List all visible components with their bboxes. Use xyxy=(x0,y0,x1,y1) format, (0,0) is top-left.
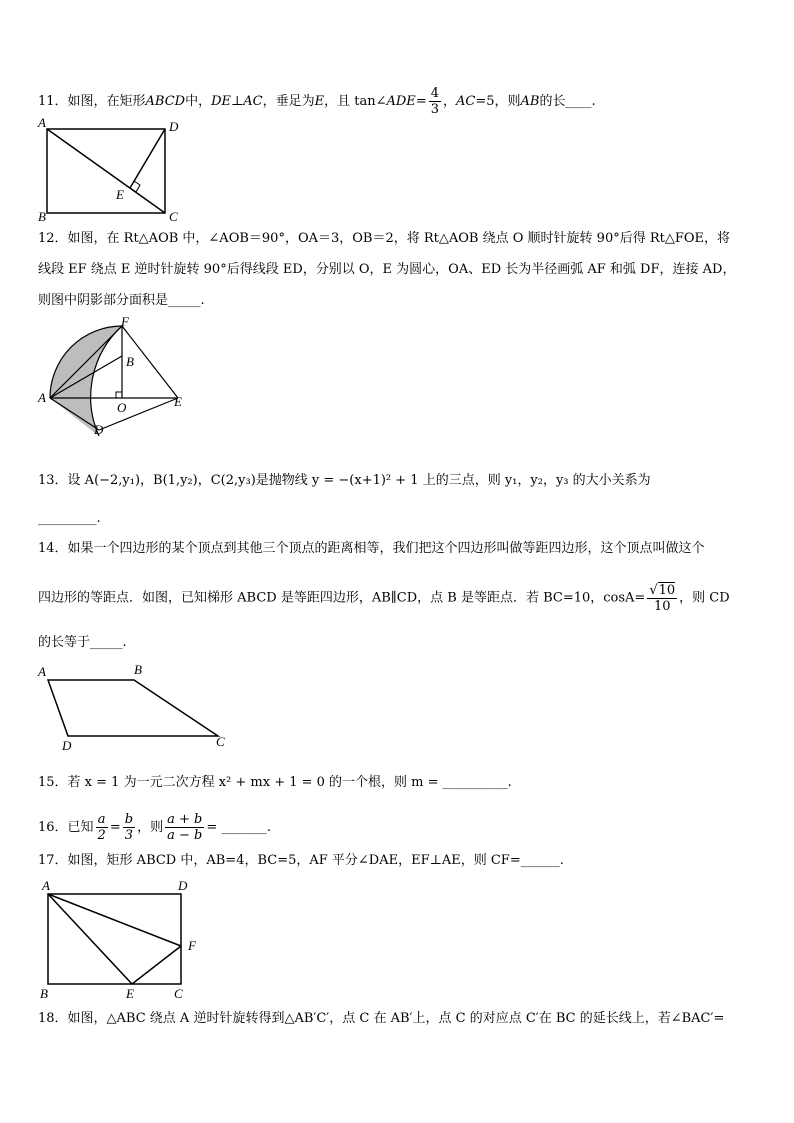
q12-line1: 12．如图，在 Rt△AOB 中，∠AOB＝90°，OA＝3，OB＝2，将 Rt△AOB 绕点 O 顺时针旋转 90°后得 Rt△FOE，将 xyxy=(38,231,731,246)
q12-label-O: O xyxy=(117,400,127,415)
q14-line2: 四边形的等距点．如图，已知梯形 ABCD 是等距四边形，AB∥CD，点 B 是等距点．若 BC=10，cosA= $\frac{√10}{10}$ ，则 CD xyxy=(38,583,730,614)
q12-figure xyxy=(34,316,194,436)
q17-label-A: A xyxy=(42,878,50,893)
q14-fraction: $\frac{√10}{10}$ xyxy=(649,583,676,614)
q17-label-D: D xyxy=(178,878,188,893)
q14-line1: 14．如果一个四边形的某个顶点到其他三个顶点的距离相等，我们把这个四边形叫做等距四边形，这个顶点叫做这个 xyxy=(38,541,705,556)
q16-fraction-ratio: $\frac{a + b}{a - b}$ xyxy=(167,812,203,843)
q12-label-D: D xyxy=(94,422,104,436)
q16-fraction-b: $\frac{b}{3}$ xyxy=(124,812,134,843)
q14-figure xyxy=(34,660,234,752)
q12-line3: 则图中阴影部分面积是_____. xyxy=(38,293,205,308)
q11-text: 11．如图，在矩形ABCD中，DE⊥AC，垂足为E，且 tan∠ADE= $\frac{4}{3}$ ，AC=5，则AB的长____. xyxy=(38,86,596,117)
q15-text: 15．若 x = 1 为一元二次方程 x² + mx + 1 = 0 的一个根，则 m = __________. xyxy=(38,775,512,790)
q17-label-B: B xyxy=(40,986,48,1000)
q14-label-C: C xyxy=(216,734,225,749)
q14-label-D: D xyxy=(62,738,72,752)
q14-label-A: A xyxy=(38,664,46,679)
q11-label-B: B xyxy=(38,209,46,224)
q13-line2: _________. xyxy=(38,511,101,526)
q11-label-C: C xyxy=(169,209,178,224)
q12-label-B: B xyxy=(126,354,134,369)
q11-label-D: D xyxy=(169,119,179,134)
q17-label-C: C xyxy=(174,986,183,1000)
q16-fraction-a: $\frac{a}{2}$ xyxy=(97,812,106,843)
q12-label-A: A xyxy=(38,390,46,405)
q11-fraction: $\frac{4}{3}$ xyxy=(430,86,439,117)
q14-line3: 的长等于_____. xyxy=(38,635,127,650)
q18-text: 18．如图，△ABC 绕点 A 逆时针旋转得到△AB′C′，点 C 在 AB′上，点 C 的对应点 C′在 BC 的延长线上，若∠BAC′= xyxy=(38,1011,725,1026)
q12-label-F: F xyxy=(121,316,129,329)
q13-line1: 13．设 A(−2,y₁)，B(1,y₂)，C(2,y₃)是抛物线 y = −(x+1)² + 1 上的三点，则 y₁，y₂，y₃ 的大小关系为 xyxy=(38,473,651,488)
q14-label-B: B xyxy=(134,662,142,677)
q12-label-E: E xyxy=(174,394,182,409)
q17-label-F: F xyxy=(188,938,196,953)
q11-figure xyxy=(34,115,194,225)
q16-text: 16．已知 $\frac{a}{2}$ = $\frac{b}{3}$ ，则 $\frac{a + b}{a - b}$ = _______. xyxy=(38,812,271,843)
q11-label-A: A xyxy=(38,115,46,130)
q17-figure xyxy=(34,876,204,1000)
q11-label-E: E xyxy=(116,187,124,202)
q12-line2: 线段 EF 绕点 E 逆时针旋转 90°后得线段 ED，分别以 O，E 为圆心，OA、ED 长为半径画弧 AF 和弧 DF，连接 AD， xyxy=(38,262,736,277)
q17-label-E: E xyxy=(126,986,134,1000)
q17-text: 17．如图，矩形 ABCD 中，AB=4，BC=5，AF 平分∠DAE，EF⊥AE，则 CF=______. xyxy=(38,853,564,868)
